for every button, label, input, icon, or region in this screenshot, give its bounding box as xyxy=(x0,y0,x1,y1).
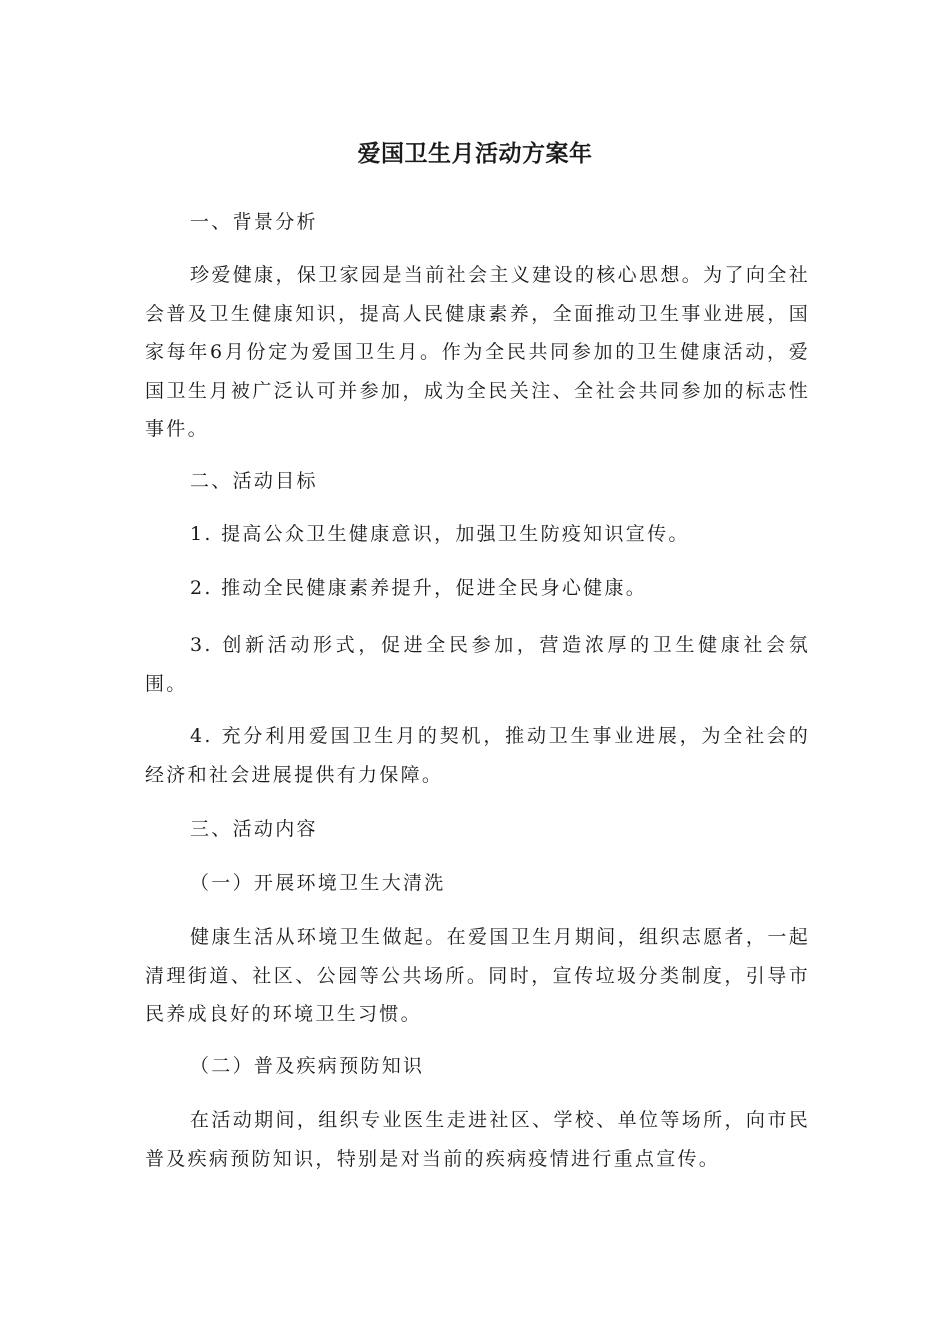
goal-item-4: 4. 充分利用爱国卫生月的契机，推动卫生事业进展，为全社会的经济和社会进展提供有力保障。 xyxy=(145,725,810,786)
subsection-heading-cleanup: （一）开展环境卫生大清洗 xyxy=(190,872,446,894)
document-title: 爱国卫生月活动方案年 xyxy=(357,141,593,167)
goal-item-3: 3. 创新活动形式，促进全民参加，营造浓厚的卫生健康社会氛围。 xyxy=(145,634,810,695)
section-heading-goals: 二、活动目标 xyxy=(190,470,318,492)
subsection-heading-prevention: （二）普及疾病预防知识 xyxy=(190,1055,425,1077)
goal-item-1: 1. 提高公众卫生健康意识，加强卫生防疫知识宣传。 xyxy=(190,523,690,545)
prevention-paragraph: 在活动期间，组织专业医生走进社区、学校、单位等场所，向市民普及疾病预防知识，特别是对当前的疾病疫情进行重点宣传。 xyxy=(145,1109,810,1170)
section-heading-background: 一、背景分析 xyxy=(190,211,318,233)
section-heading-content: 三、活动内容 xyxy=(190,818,318,840)
goal-item-2: 2. 推动全民健康素养提升，促进全民身心健康。 xyxy=(190,577,648,599)
background-paragraph: 珍爱健康，保卫家园是当前社会主义建设的核心思想。为了向全社会普及卫生健康知识，提高人民健康素养，全面推动卫生事业进展，国家每年6月份定为爱国卫生月。作为全民共同参加的卫生健康活动，爱国卫生月被广泛认可并参加，成为全民关注、全社会共同参加的标志性事件。 xyxy=(145,264,810,440)
cleanup-paragraph: 健康生活从环境卫生做起。在爱国卫生月期间，组织志愿者，一起清理街道、社区、公园等公共场所。同时，宣传垃圾分类制度，引导市民养成良好的环境卫生习惯。 xyxy=(145,926,810,1025)
